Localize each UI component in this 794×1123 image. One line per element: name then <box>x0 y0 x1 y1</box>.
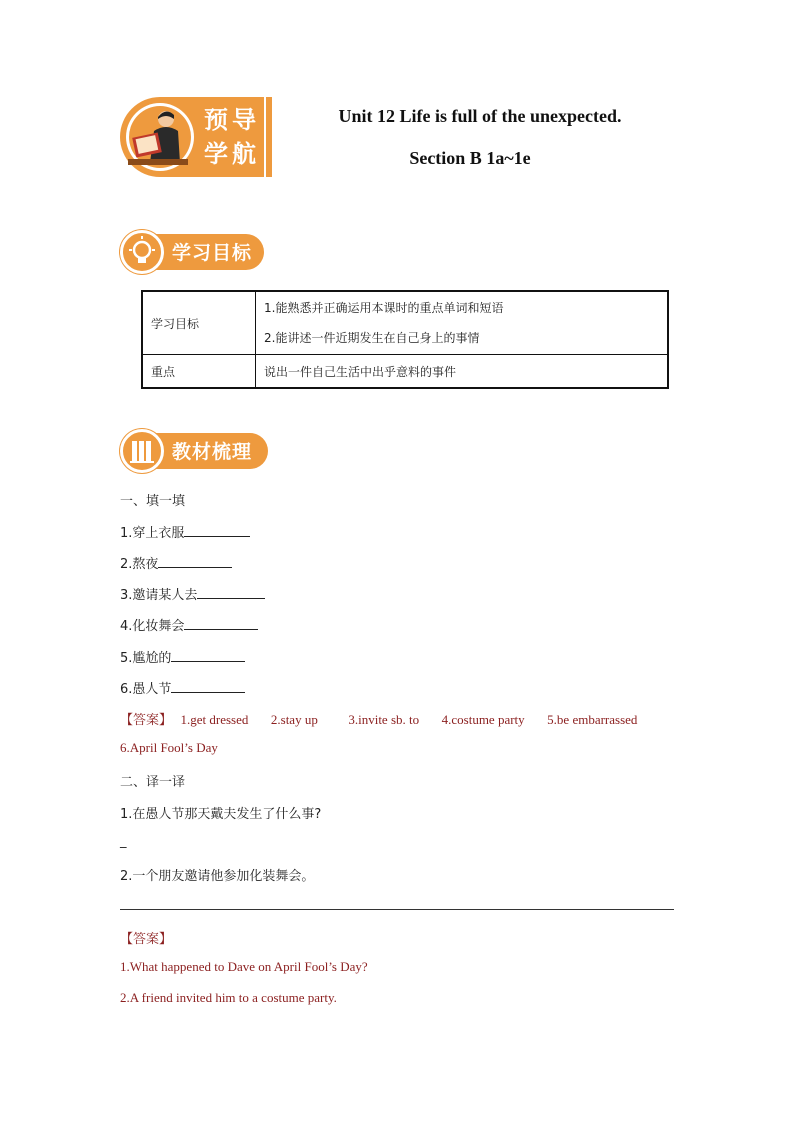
answer-item: 2.stay up <box>270 712 318 727</box>
table-cell-label: 学习目标 <box>142 291 256 355</box>
answer-rule <box>120 909 674 910</box>
section-heading: 一、填一填 <box>120 494 186 509</box>
answer-item: 6.April Fool’s Day <box>120 740 218 755</box>
badge-char: 航 <box>232 140 256 168</box>
answer-blank: _ <box>120 834 127 849</box>
table-row <box>142 355 668 389</box>
fill-item <box>120 678 245 697</box>
answer-blank <box>184 523 250 537</box>
fill-item-text: 1.穿上衣服 <box>120 526 185 541</box>
answer-item: 1.What happened to Dave on April Fool’s Day? <box>120 959 368 974</box>
fill-item-text: 4.化妆舞会 <box>120 619 185 634</box>
books-icon <box>120 429 164 473</box>
banner-label: 教材梳理 <box>172 441 253 463</box>
answer-item: 2.A friend invited him to a costume party. <box>120 990 337 1005</box>
question-text: 1.在愚人节那天戴夫发生了什么事? <box>120 807 322 822</box>
banner-label: 学习目标 <box>172 242 253 264</box>
table-cell-value <box>256 291 669 355</box>
material-banner <box>120 429 268 473</box>
goal-item: 2.能讲述一件近期发生在自己身上的事情 <box>264 331 480 345</box>
answer-blank <box>158 554 232 568</box>
badge-char: 学 <box>204 140 228 168</box>
goals-banner <box>120 230 264 274</box>
badge-char: 预 <box>204 106 228 134</box>
table-row <box>142 291 668 355</box>
answer-item: 1.get dressed <box>180 712 249 727</box>
fill-item <box>120 647 245 666</box>
answer-blank <box>171 648 245 662</box>
fill-item-text: 3.邀请某人去 <box>120 588 198 603</box>
header-badge <box>120 97 272 177</box>
fill-item-text: 2.熬夜 <box>120 557 159 572</box>
answer-blank <box>184 616 258 630</box>
answer-item: 3.invite sb. to <box>348 712 420 727</box>
page-title: Unit 12 Life is full of the unexpected. <box>338 106 622 126</box>
goal-item: 1.能熟悉并正确运用本课时的重点单词和短语 <box>264 301 504 315</box>
fill-item-text: 5.尴尬的 <box>120 651 172 666</box>
fill-item-text: 6.愚人节 <box>120 682 172 697</box>
table-cell-label: 重点 <box>142 355 256 389</box>
fill-item <box>120 584 265 603</box>
lightbulb-icon <box>120 230 164 274</box>
question-text: 2.一个朋友邀请他参加化装舞会。 <box>120 869 315 884</box>
fill-item <box>120 522 250 541</box>
page-subtitle: Section B 1a~1e <box>409 148 531 168</box>
answer-tag-text: 【答案】 <box>120 932 173 947</box>
answer-item: 5.be embarrassed <box>547 712 638 727</box>
answer-blank <box>197 585 265 599</box>
fill-item <box>120 553 232 572</box>
fill-item <box>120 615 258 634</box>
answer-item: 4.costume party <box>441 712 525 727</box>
answer-blank <box>171 679 245 693</box>
goal-table <box>141 290 669 389</box>
answer-tag <box>120 928 172 947</box>
answer-line <box>120 709 690 728</box>
answer-tag: 【答案】 <box>120 713 173 728</box>
section-heading: 二、译一译 <box>120 775 186 790</box>
badge-char: 导 <box>232 106 256 134</box>
table-cell-value: 说出一件自己生活中出乎意料的事件 <box>256 355 669 389</box>
